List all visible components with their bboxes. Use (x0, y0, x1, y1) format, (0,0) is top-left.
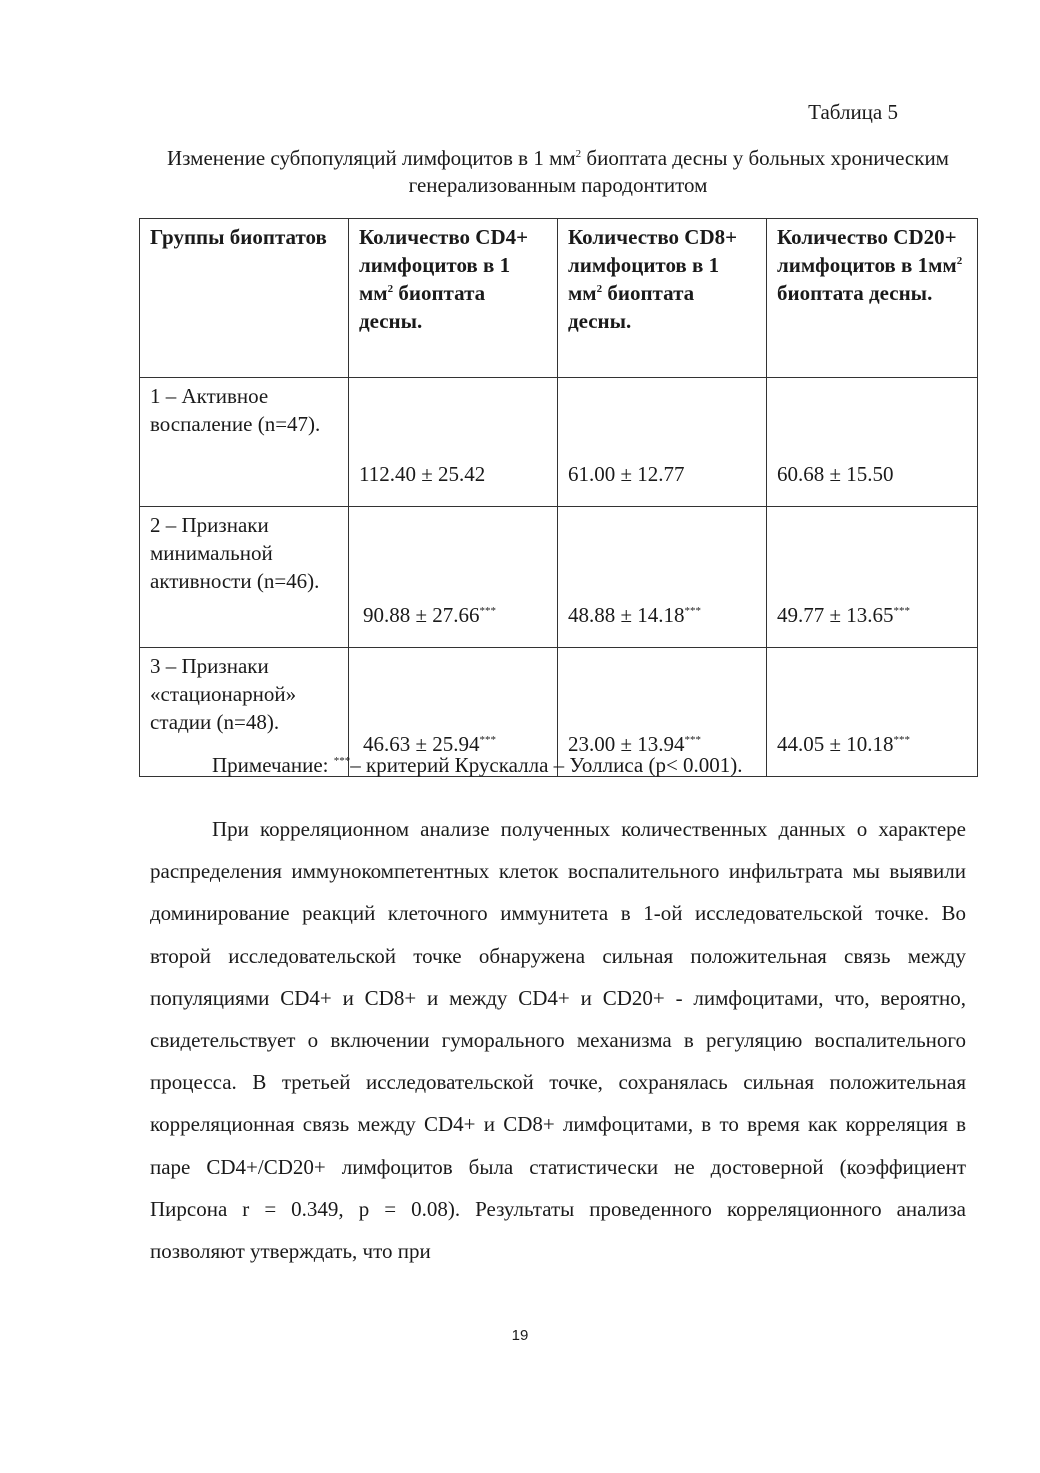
cell-value: 49.77 ± 13.65 (777, 603, 894, 627)
table-title-post: биоптата десны у больных хроническим генерализованным пародонтитом (408, 146, 949, 197)
header-text: Количество CD20+ лимфоцитов в 1мм (777, 225, 957, 277)
header-sup: 2 (956, 255, 963, 267)
significance-mark: *** (479, 605, 497, 617)
cd4-cell (349, 507, 558, 648)
header-sup: 2 (387, 283, 394, 295)
significance-mark: *** (479, 734, 497, 746)
header-text: Количество CD4+ лимфоцитов в 1 мм (359, 225, 529, 305)
group-cell: 2 – Признаки минимальной активности (n=46). (140, 507, 349, 648)
header-text-post: биоптата десны. (359, 281, 486, 333)
significance-mark: *** (893, 734, 911, 746)
header-text-post: биоптата десны. (568, 281, 695, 333)
table-title (140, 145, 976, 199)
cell-value: 23.00 ± 13.94 (568, 732, 685, 756)
header-text: Количество CD8+ лимфоцитов в 1 мм (568, 225, 738, 305)
cell-value: 48.88 ± 14.18 (568, 603, 685, 627)
page-number: 19 (511, 1327, 529, 1344)
cell-value: 60.68 ± 15.50 (777, 462, 894, 486)
table-title-sup: 2 (575, 148, 582, 160)
header-text: Группы биоптатов (150, 225, 327, 249)
cell-value: 46.63 ± 25.94 (363, 732, 480, 756)
table-label: Таблица 5 (808, 100, 898, 124)
group-cell: 3 – Признаки «стационарной» стадии (n=48). (140, 648, 349, 777)
header-cd8 (558, 219, 767, 378)
header-cd20 (767, 219, 978, 378)
table-row (140, 378, 978, 507)
significance-mark: *** (684, 734, 702, 746)
note-pre: Примечание: (212, 753, 334, 777)
note-sup: *** (333, 755, 351, 767)
cd20-cell (767, 378, 978, 507)
cell-value: 90.88 ± 27.66 (363, 603, 480, 627)
cd8-cell (558, 378, 767, 507)
header-sup: 2 (596, 283, 603, 295)
table-note (212, 753, 743, 778)
cell-value: 44.05 ± 10.18 (777, 732, 894, 756)
table-title-pre: Изменение субпопуляций лимфоцитов в 1 мм (167, 146, 576, 170)
header-groups (140, 219, 349, 378)
table-header-row (140, 219, 978, 378)
cd8-cell (558, 507, 767, 648)
cell-value: 61.00 ± 12.77 (568, 462, 685, 486)
cd20-cell (767, 648, 978, 777)
note-post: – критерий Крускалла – Уоллиса (p< 0.001). (350, 753, 743, 777)
body-paragraph: При корреляционном анализе полученных количественных данных о характере распределения иммунокомпетентных клеток воспалительного инфильтрата мы выявили доминирование реакций клеточного иммунитета в 1-ой исследовательской точке. Во второй исследовательской точке обнаружена сильная положительная связь между популяциями CD4+ и CD8+ и между CD4+ и CD20+ - лимфоцитами, что, вероятно, свидетельствует о включении гуморального механизма в регуляцию воспалительного процесса. В третьей исследовательской точке, сохранялась сильная положительная корреляционная связь между CD4+ и CD8+ лимфоцитами, в то время как корреляция в паре CD4+/CD20+ лимфоцитов была статистически не достоверной (коэффициент Пирсона r = 0.349, p = 0.08). Результаты проведенного корреляционного анализа позволяют утверждать, что при (150, 817, 966, 1264)
significance-mark: *** (684, 605, 702, 617)
cd4-cell (349, 378, 558, 507)
header-text-post: биоптата десны. (777, 281, 933, 305)
significance-mark: *** (893, 605, 911, 617)
group-cell: 1 – Активное воспаление (n=47). (140, 378, 349, 507)
cell-value: 112.40 ± 25.42 (359, 462, 486, 486)
cd20-cell (767, 507, 978, 648)
table-row (140, 507, 978, 648)
lymphocyte-table (139, 218, 978, 777)
header-cd4 (349, 219, 558, 378)
